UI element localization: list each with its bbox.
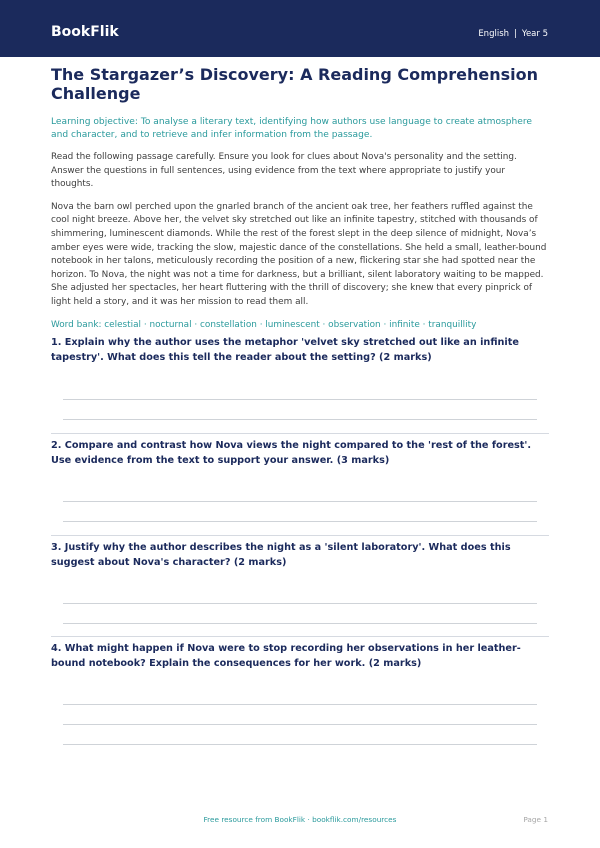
- subject-label: English: [478, 29, 510, 39]
- question-text: 4. What might happen if Nova were to stop recording her observations in her leather-bound notebook? Explain the consequences for her work. (2 marks): [51, 643, 521, 669]
- question-text: 2. Compare and contrast how Nova views the night compared to the 'rest of the forest'. Use evidence from the text to support your answer. (3 marks): [51, 440, 532, 466]
- answer-line[interactable]: [63, 521, 537, 522]
- footer-credit[interactable]: Free resource from BookFlik · bookflik.com/resources: [203, 815, 397, 824]
- page-number: Page 1: [523, 815, 548, 824]
- answer-line[interactable]: [63, 704, 537, 705]
- question-text: 1. Explain why the author uses the metaphor 'velvet sky stretched out like an infinite tapestry'. What does this tell the reader about the setting? (2 marks): [51, 337, 519, 363]
- year-label: Year 5: [521, 29, 548, 39]
- question-3: [51, 535, 549, 570]
- brand-logo[interactable]: BookFlik: [51, 24, 119, 40]
- answer-line[interactable]: [63, 399, 537, 400]
- instructions: Read the following passage carefully. Ensure you look for clues about Nova's personality and the setting. Answer the questions in full sentences, using evidence from the text where appropriate to justify your thoughts.: [51, 152, 517, 190]
- question-2: [51, 433, 549, 468]
- word-bank: Word bank: celestial · nocturnal · constellation · luminescent · observation · infinite · tranquillity: [51, 319, 477, 330]
- answer-line[interactable]: [63, 501, 537, 502]
- answer-line[interactable]: [63, 603, 537, 604]
- page-header: [0, 0, 600, 57]
- answer-line[interactable]: [63, 623, 537, 624]
- worksheet-intro: [51, 65, 549, 332]
- learning-objective: Learning objective: To analyse a literary text, identifying how authors use language to create atmosphere and character, and to retrieve and infer information from the passage.: [51, 117, 533, 140]
- worksheet-title: The Stargazer’s Discovery: A Reading Comprehension Challenge: [51, 65, 538, 103]
- answer-line[interactable]: [63, 744, 537, 745]
- answer-line[interactable]: [63, 724, 537, 725]
- question-4: [51, 636, 549, 671]
- question-text: 3. Justify why the author describes the night as a 'silent laboratory'. What does this suggest about Nova's character? (2 marks): [51, 542, 511, 568]
- question-1: [51, 331, 549, 365]
- header-separator: |: [514, 29, 517, 39]
- header-meta: [478, 28, 548, 40]
- reading-passage: Nova the barn owl perched upon the gnarled branch of the ancient oak tree, her feathers ruffled against the cool night breeze. Above her, the velvet sky stretched out like an infinite tapestry, stitched with thousands of shimmering, luminescent diamonds. While the rest of the forest slept in the deep silence of midnight, Nova’s amber eyes were wide, tracking the slow, majestic dance of the constellations. She held a small, leather-bound notebook in her talons, meticulously recording the position of a new, flickering star she had spotted near the horizon. To Nova, the night was not a time for darkness, but a brilliant, silent laboratory waiting to be mapped. She adjusted her spectacles, her heart fluttering with the thrill of discovery; she knew that every pinprick of light held a story, and it was her mission to read them all.: [51, 201, 547, 307]
- answer-line[interactable]: [63, 419, 537, 420]
